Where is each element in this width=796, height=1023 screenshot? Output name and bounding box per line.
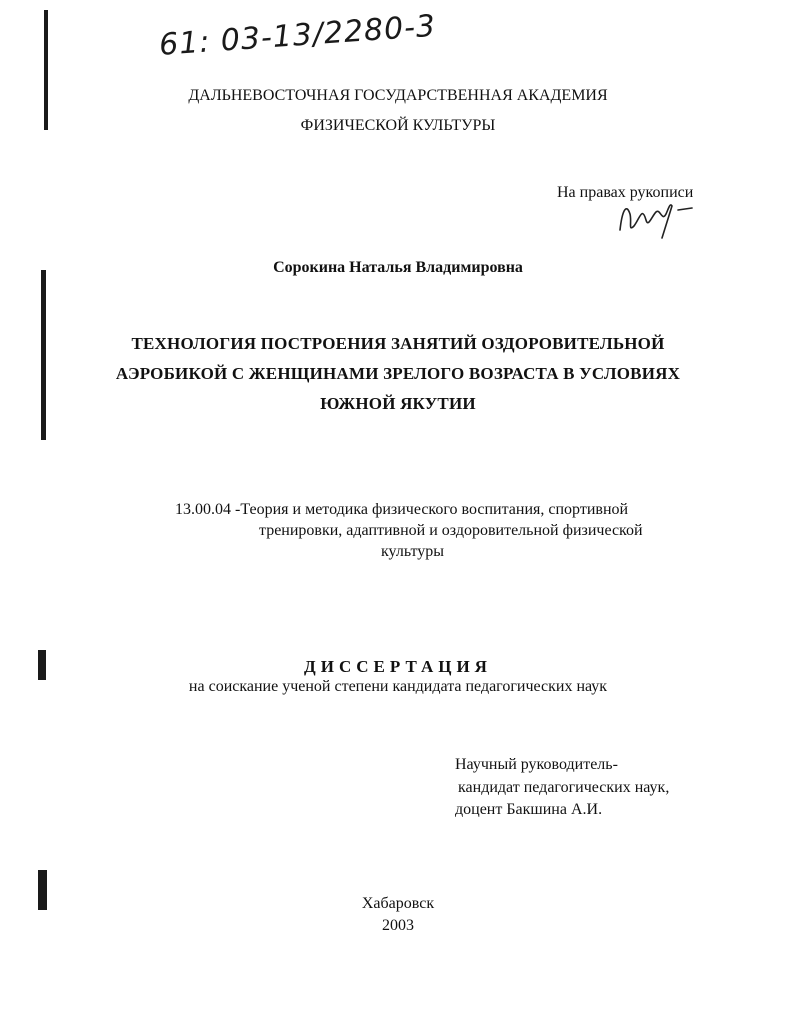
dissertation-subtitle: на соискание ученой степени кандидата педагогических наук [188,678,608,695]
city: Хабаровск [361,895,435,912]
specialty-line3: культуры [381,543,445,560]
manuscript-note: На правах рукописи [557,184,694,201]
specialty-line2: тренировки, адаптивной и оздоровительной физической [259,522,643,539]
archive-code-handwritten: 61: 03-13/2280-3 [158,8,438,63]
year: 2003 [382,917,414,934]
dissertation-heading: ДИССЕРТАЦИЯ [304,657,492,676]
title-line: ТЕХНОЛОГИЯ ПОСТРОЕНИЯ ЗАНЯТИЙ ОЗДОРОВИТЕЛЬНОЙ [131,334,665,353]
academy-name-line2: ФИЗИЧЕСКОЙ КУЛЬТУРЫ [300,117,496,134]
supervisor-name: доцент Бакшина А.И. [455,801,603,818]
author-name: Сорокина Наталья Владимировна [273,259,523,276]
supervisor-degree: кандидат педагогических наук, [458,779,670,796]
academy-name-line1: ДАЛЬНЕВОСТОЧНАЯ ГОСУДАРСТВЕННАЯ АКАДЕМИЯ [188,87,608,104]
supervisor-label: Научный руководитель- [455,756,618,773]
title-line: ЮЖНОЙ ЯКУТИИ [320,394,476,413]
specialty-line1: 13.00.04 -Теория и методика физического воспитания, спортивной [175,501,629,518]
title-line: АЭРОБИКОЙ С ЖЕНЩИНАМИ ЗРЕЛОГО ВОЗРАСТА В УСЛОВИЯХ [115,364,681,383]
scan-edge-mark [44,10,48,130]
signature-icon [612,192,702,242]
dissertation-title [0,329,796,419]
